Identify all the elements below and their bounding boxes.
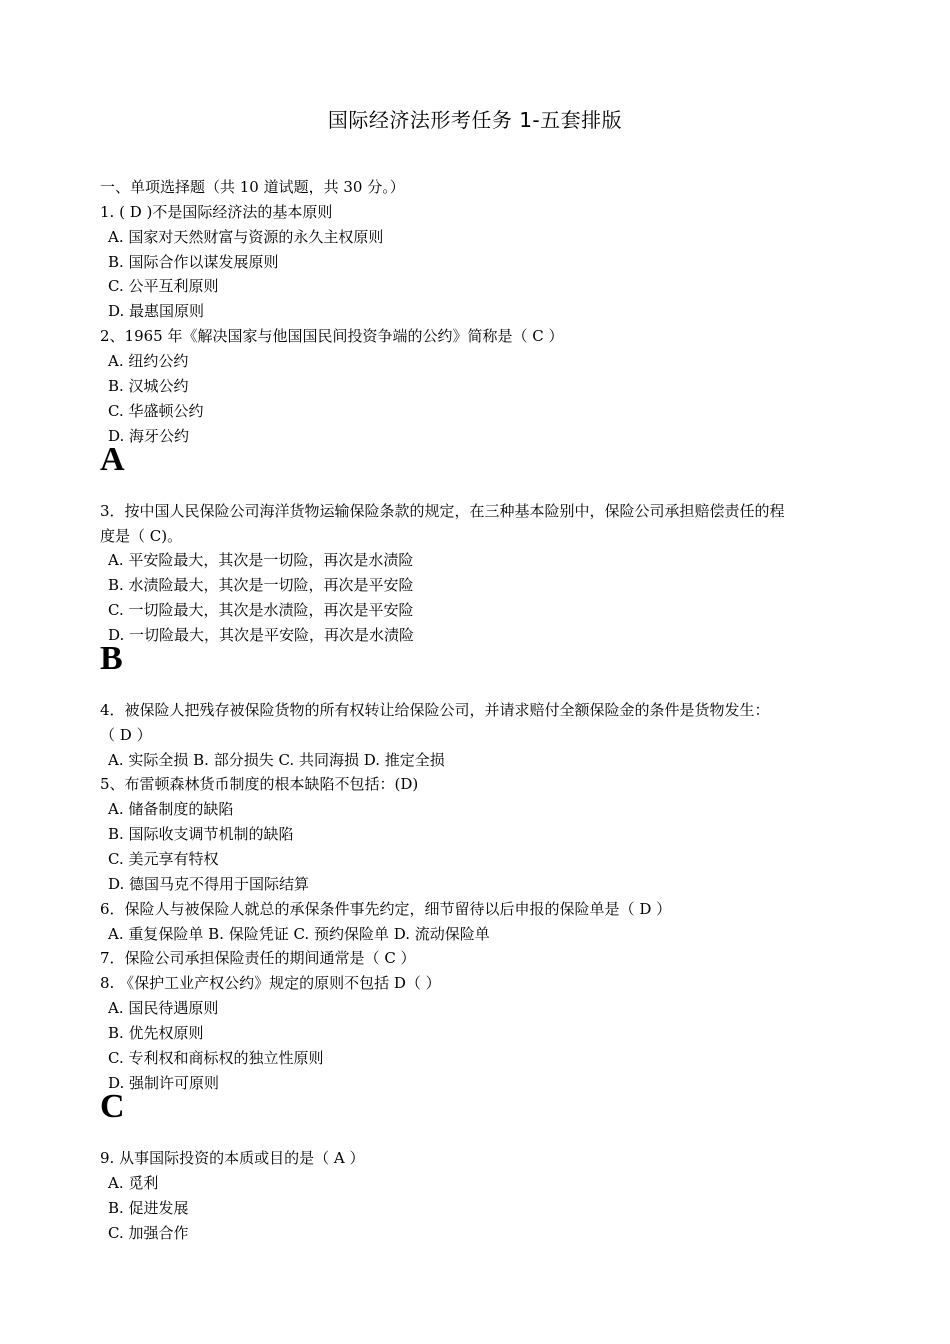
question-9-option-c: C. 加强合作 (108, 1224, 189, 1242)
question-8-option-b: B. 优先权原则 (108, 1024, 204, 1042)
question-1-option-d: D. 最惠国原则 (108, 302, 205, 320)
question-1-option-b: B. 国际合作以谋发展原则 (108, 253, 279, 271)
question-5-option-b: B. 国际收支调节机制的缺陷 (108, 825, 294, 843)
question-6-options: A. 重复保险单 B. 保险凭证 C. 预约保险单 D. 流动保险单 (108, 925, 490, 943)
question-2-option-d: D. 海牙公约 (108, 427, 190, 445)
question-9-stem: 9. 从事国际投资的本质或目的是（ A ） (100, 1149, 365, 1167)
question-2-option-b: B. 汉城公约 (108, 377, 189, 395)
question-2-stem: 2、1965 年《解决国家与他国国民间投资争端的公约》简称是（ C ） (100, 327, 564, 345)
question-7-stem: 7．保险公司承担保险责任的期间通常是（ C ） (100, 949, 416, 967)
question-9-option-b: B. 促进发展 (108, 1199, 189, 1217)
question-3-option-a: A. 平安险最大，其次是一切险，再次是水渍险 (108, 551, 414, 569)
question-8-option-c: C. 专利权和商标权的独立性原则 (108, 1049, 324, 1067)
question-5-option-c: C. 美元享有特权 (108, 850, 219, 868)
question-2-option-c: C. 华盛顿公约 (108, 402, 204, 420)
question-3-answer-letter: B (100, 640, 123, 677)
question-3-option-c: C. 一切险最大，其次是水渍险，再次是平安险 (108, 601, 414, 619)
question-8-option-a: A. 国民待遇原则 (108, 999, 219, 1017)
question-2-option-a: A. 纽约公约 (108, 352, 189, 370)
question-5-stem: 5、布雷顿森林货币制度的根本缺陷不包括：(D) (100, 775, 419, 793)
question-2-answer-letter: A (100, 441, 125, 478)
question-5-option-a: A. 储备制度的缺陷 (108, 800, 234, 818)
question-1-option-c: C. 公平互利原则 (108, 277, 219, 295)
question-1-option-a: A. 国家对天然财富与资源的永久主权原则 (108, 228, 384, 246)
question-4-options: A. 实际全损 B. 部分损失 C. 共同海损 D. 推定全损 (108, 751, 445, 769)
document-title: 国际经济法形考任务 1-五套排版 (327, 108, 623, 132)
question-4-stem-line-1: 4．被保险人把残存被保险货物的所有权转让给保险公司，并请求赔付全额保险金的条件是货物发生： (100, 701, 770, 719)
question-3-option-d: D. 一切险最大，其次是平安险，再次是水渍险 (108, 626, 415, 644)
question-3-stem-line-2: 度是（ C)。 (100, 527, 183, 545)
question-5-option-d: D. 德国马克不得用于国际结算 (108, 875, 310, 893)
question-3-option-b: B. 水渍险最大，其次是一切险，再次是平安险 (108, 576, 414, 594)
question-6-stem: 6．保险人与被保险人就总的承保条件事先约定，细节留待以后申报的保险单是（ D ） (100, 900, 672, 918)
section-heading: 一、单项选择题（共 10 道试题，共 30 分。） (100, 178, 405, 196)
question-8-option-d: D. 强制许可原则 (108, 1074, 220, 1092)
question-8-answer-letter: C (100, 1088, 125, 1125)
question-1-stem: 1. ( D )不是国际经济法的基本原则 (100, 203, 333, 221)
question-9-option-a: A. 觅利 (108, 1174, 159, 1192)
question-4-stem-line-2: （ D ） (100, 726, 152, 744)
question-8-stem: 8. 《保护工业产权公约》规定的原则不包括 D（ ） (100, 974, 441, 992)
question-3-stem-line-1: 3．按中国人民保险公司海洋货物运输保险条款的规定，在三种基本险别中，保险公司承担赔偿责任的程 (100, 502, 785, 520)
